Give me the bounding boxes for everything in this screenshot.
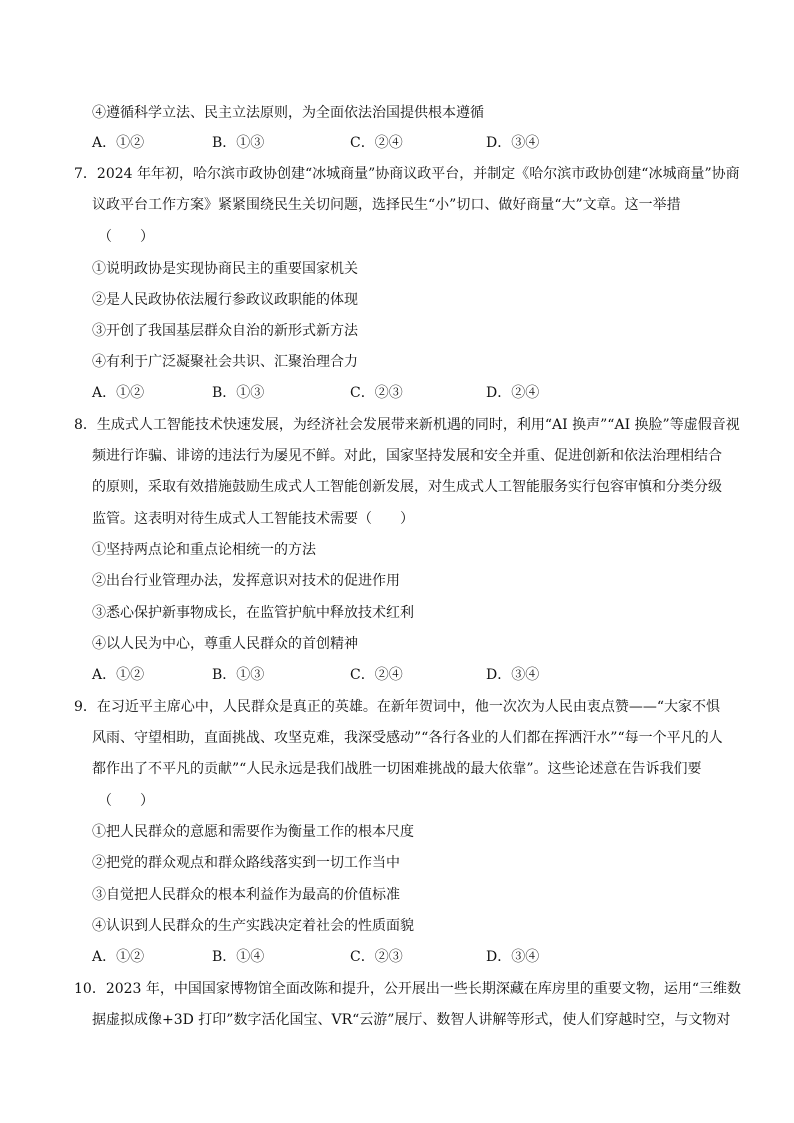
question-8-option-3: ③悉心保护新事物成长，在监管护航中释放技术红利 xyxy=(92,605,414,621)
choice-b: B．①④ xyxy=(212,949,265,965)
choice-a: A．①② xyxy=(92,385,145,401)
question-7-option-2: ②是人民政协依法履行参政议政职能的体现 xyxy=(92,292,358,308)
question-10-line-2: 据虚拟成像+3D 打印”数字活化国宝、VR“云游”展厅、数智人讲解等形式，使人们穿越时空，与文物对 xyxy=(92,1012,731,1028)
choice-d: D．③④ xyxy=(486,667,540,683)
question-9-option-3: ③自觉把人民群众的根本利益作为最高的价值标准 xyxy=(92,887,400,903)
choice-b: B．①③ xyxy=(212,667,265,683)
choice-a: A．①② xyxy=(92,949,145,965)
question-9-line-3: 都作出了不平凡的贡献”“人民永远是我们战胜一切困难挑战的最大依靠”。这些论述意在告诉我们要 xyxy=(92,761,702,777)
question-9-option-1: ①把人民群众的意愿和需要作为衡量工作的根本尺度 xyxy=(92,824,414,840)
question-8-option-2: ②出台行业管理办法，发挥意识对技术的促进作用 xyxy=(92,573,400,589)
choice-a: A．①② xyxy=(92,667,145,683)
question-8-line-1: 8．生成式人工智能技术快速发展，为经济社会发展带来新机遇的同时，利用“AI 换声”“AI 换脸”等虚假音视 xyxy=(74,417,740,433)
question-7-line-2: 议政平台工作方案》紧紧围绕民生关切问题，选择民生“小”切口、做好商量“大”文章。这一举措 xyxy=(92,197,681,213)
question-8-option-1: ①坚持两点论和重点论相统一的方法 xyxy=(92,542,316,558)
question-8-line-2: 频进行诈骗、诽谤的违法行为屡见不鲜。对此，国家坚持发展和安全并重、促进创新和依法治理相结合 xyxy=(92,448,722,464)
question-8-option-4: ④以人民为中心，尊重人民群众的首创精神 xyxy=(92,636,358,652)
choice-b: B．①③ xyxy=(212,135,265,151)
choice-c: C．②③ xyxy=(350,949,403,965)
question-9-option-2: ②把党的群众观点和群众路线落实到一切工作当中 xyxy=(92,855,400,871)
question-9-option-4: ④认识到人民群众的生产实践决定着社会的性质面貌 xyxy=(92,918,414,934)
choice-c: C．②④ xyxy=(350,135,403,151)
choice-d: D．③④ xyxy=(486,135,540,151)
choice-c: C．②③ xyxy=(350,385,403,401)
choice-d: D．③④ xyxy=(486,949,540,965)
question-8-line-3: 的原则，采取有效措施鼓励生成式人工智能创新发展，对生成式人工智能服务实行包容审慎和分类分级 xyxy=(92,479,722,495)
choice-d: D．②④ xyxy=(486,385,540,401)
choice-b: B．①③ xyxy=(212,385,265,401)
question-9-line-2: 风雨、守望相助，直面挑战、攻坚克难，我深受感动”“各行各业的人们都在挥洒汗水”“每一个平凡的人 xyxy=(92,730,723,746)
statement-4: ④遵循科学立法、民主立法原则，为全面依法治国提供根本遵循 xyxy=(92,105,484,121)
question-7-option-4: ④有利于广泛凝聚社会共识、汇聚治理合力 xyxy=(92,354,358,370)
question-9-line-1: 9．在习近平主席心中，人民群众是真正的英雄。在新年贺词中，他一次次为人民由衷点赞——“大家不惧 xyxy=(74,699,721,715)
question-7-line-1: 7．2024 年年初，哈尔滨市政协创建“冰城商量”协商议政平台，并制定《哈尔滨市政协创建“冰城商量”协商 xyxy=(74,166,740,182)
choice-c: C．②④ xyxy=(350,667,403,683)
question-7-blank: （ ） xyxy=(98,229,154,245)
question-7-option-3: ③开创了我国基层群众自治的新形式新方法 xyxy=(92,323,358,339)
question-8-line-4: 监管。这表明对待生成式人工智能技术需要（ ） xyxy=(92,511,414,527)
choice-a: A．①② xyxy=(92,135,145,151)
question-10-line-1: 10．2023 年，中国国家博物馆全面改陈和提升，公开展出一些长期深藏在库房里的重要文物，运用“三维数 xyxy=(74,981,742,997)
question-9-blank: （ ） xyxy=(98,793,154,809)
question-7-option-1: ①说明政协是实现协商民主的重要国家机关 xyxy=(92,261,358,277)
